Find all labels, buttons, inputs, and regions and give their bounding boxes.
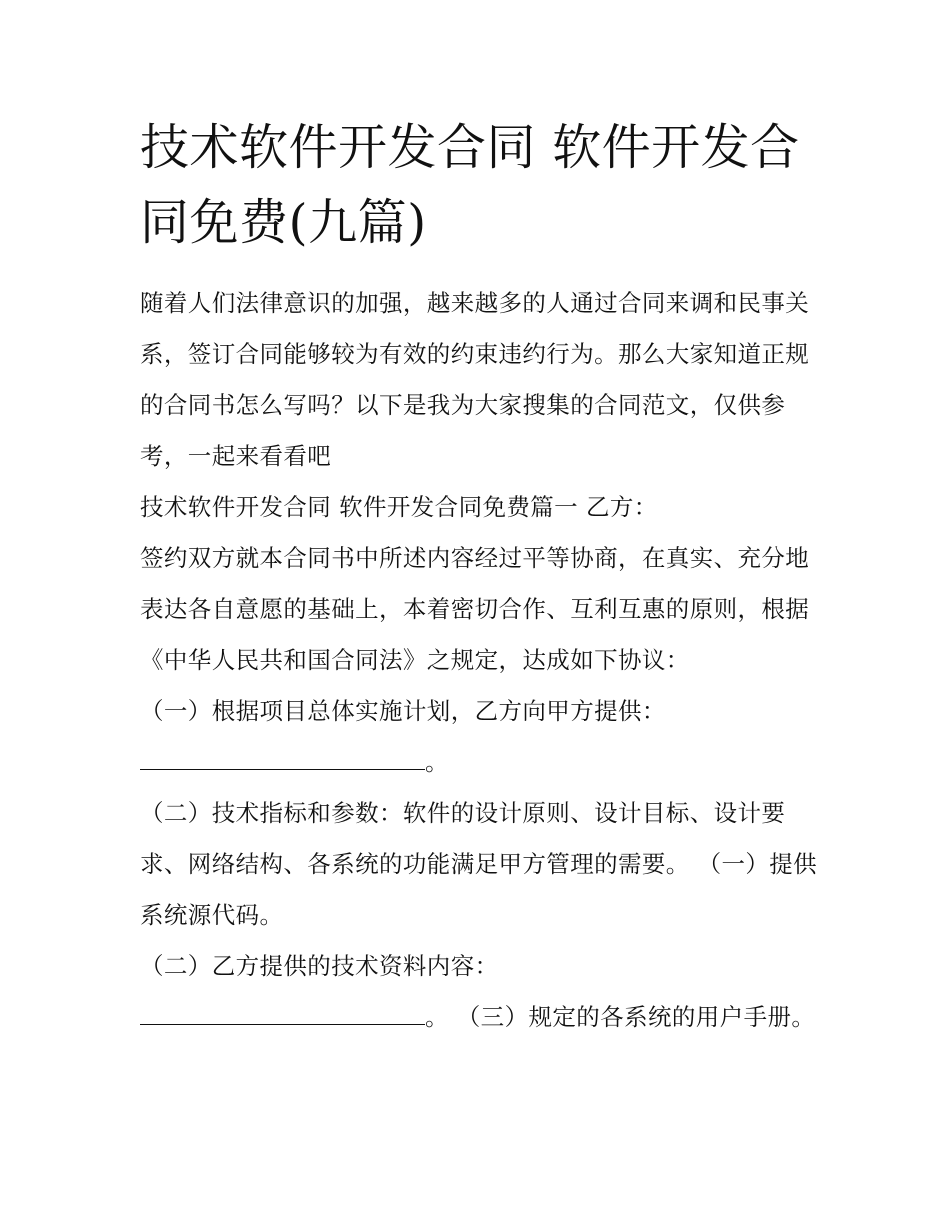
item-3-paragraph: （二）乙方提供的技术资料内容： (140, 952, 499, 980)
fill-in-blank (140, 996, 425, 1025)
blank-2-suffix: 。 （三）规定的各系统的用户手册。 (425, 1003, 816, 1031)
section-heading: 技术软件开发合同 软件开发合同免费篇一 乙方： (140, 493, 658, 521)
blank-line-2 (140, 992, 820, 1043)
blank-1-suffix: 。 (425, 748, 449, 776)
fill-in-blank (140, 741, 425, 770)
item-1-paragraph: （一）根据项目总体实施计划，乙方向甲方提供： (140, 697, 666, 725)
document-title: 技术软件开发合同 软件开发合同免费(九篇) (140, 119, 800, 251)
intro-paragraph: 随着人们法律意识的加强，越来越多的人通过合同来调和民事关系，签订合同能够较为有效的约束违约行为。那么大家知道正规的合同书怎么写吗？以下是我为大家搜集的合同范文，仅供参考，一起来看看吧 (140, 289, 810, 470)
blank-line-1 (140, 737, 820, 788)
item-2-paragraph: （二）技术指标和参数：软件的设计原则、设计目标、设计要求、网络结构、各系统的功能满足甲方管理的需要。 （一）提供系统源代码。 (140, 799, 818, 929)
agreement-paragraph: 签约双方就本合同书中所述内容经过平等协商，在真实、充分地表达各自意愿的基础上，本着密切合作、互利互惠的原则，根据《中华人民共和国合同法》之规定，达成如下协议： (140, 544, 810, 674)
document-page (140, 110, 820, 1043)
